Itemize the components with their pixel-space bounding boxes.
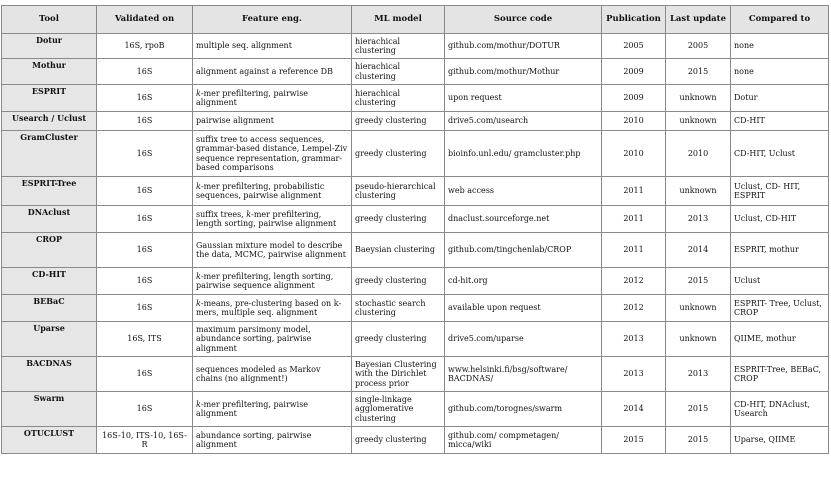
cell-feature-eng [193,392,352,427]
cell-publication: 2014 [602,392,666,427]
cell-tool: CD-HIT [2,268,97,295]
feature-text: abundance sorting, pairwise alignment [196,430,312,449]
cell-ml-model: Baeysian clustering [352,233,445,268]
cell-tool: Uparse [2,322,97,357]
cell-ml-model: hierachical clustering [352,85,445,112]
cell-source-code: cd-hit.org [445,268,602,295]
cell-feature-eng [193,295,352,322]
feature-text: multiple seq. alignment [196,41,292,51]
feature-text: maximum parsimony model, abundance sorting, pairwise alignment [196,324,312,353]
table-row [2,85,829,112]
cell-compared-to: Uclust, CD- HIT, ESPRIT [731,177,829,206]
feature-text: alignment against a reference DB [196,66,333,76]
header-row [2,6,829,34]
cell-source-code: dnaclust.sourceforge.net [445,206,602,233]
cell-feature-eng [193,233,352,268]
cell-last-update: 2005 [666,34,731,59]
cell-validated-on: 16S [97,295,193,322]
tools-table [1,5,829,454]
cell-source-code: github.com/mothur/DOTUR [445,34,602,59]
cell-publication: 2013 [602,322,666,357]
cell-ml-model: greedy clustering [352,322,445,357]
cell-source-code: github.com/torognes/swarm [445,392,602,427]
feature-prefix: suffix trees, [196,209,247,219]
cell-compared-to: ESPRIT- Tree, Uclust, CROP [731,295,829,322]
cell-feature-eng [193,322,352,357]
cell-feature-eng [193,131,352,177]
cell-compared-to: ESPRIT-Tree, BEBaC, CROP [731,357,829,392]
cell-publication: 2012 [602,295,666,322]
feature-italic-k: k [196,88,201,98]
cell-ml-model: greedy clustering [352,427,445,454]
feature-text: -mer prefiltering, length sorting, pairwise alignment [196,209,337,228]
cell-validated-on: 16S [97,357,193,392]
cell-ml-model: greedy clustering [352,206,445,233]
table-row [2,357,829,392]
cell-last-update: 2015 [666,392,731,427]
header-publication: Publication [602,6,666,34]
header-source-code: Source code [445,6,602,34]
cell-compared-to: Uparse, QIIME [731,427,829,454]
table-row [2,59,829,85]
cell-last-update: unknown [666,112,731,131]
cell-last-update: 2015 [666,59,731,85]
cell-publication: 2010 [602,131,666,177]
cell-validated-on: 16S [97,131,193,177]
cell-last-update: unknown [666,322,731,357]
header-feature-eng: Feature eng. [193,6,352,34]
cell-source-code: github.com/tingchenlab/CROP [445,233,602,268]
cell-publication: 2011 [602,206,666,233]
table-row [2,112,829,131]
cell-tool: OTUCLUST [2,427,97,454]
table-row [2,427,829,454]
cell-validated-on: 16S [97,233,193,268]
header-tool: Tool [2,6,97,34]
cell-ml-model: greedy clustering [352,268,445,295]
table-row [2,177,829,206]
header-compared-to: Compared to [731,6,829,34]
cell-last-update: 2013 [666,206,731,233]
cell-source-code: www.helsinki.fi/bsg/software/ BACDNAS/ [445,357,602,392]
feature-text: -mer prefiltering, pairwise alignment [196,88,309,107]
cell-source-code: available upon request [445,295,602,322]
cell-publication: 2013 [602,357,666,392]
cell-compared-to: none [731,34,829,59]
cell-ml-model: Bayesian Clustering with the Dirichlet process prior [352,357,445,392]
cell-source-code: bioinfo.unl.edu/ gramcluster.php [445,131,602,177]
feature-text: sequences modeled as Markov chains (no alignment!) [196,364,321,383]
cell-source-code: drive5.com/uparse [445,322,602,357]
cell-validated-on: 16S [97,177,193,206]
cell-last-update: 2010 [666,131,731,177]
cell-feature-eng [193,427,352,454]
cell-validated-on: 16S [97,112,193,131]
cell-tool: CROP [2,233,97,268]
table-row [2,295,829,322]
cell-publication: 2009 [602,59,666,85]
cell-source-code: drive5.com/usearch [445,112,602,131]
cell-tool: ESPRIT-Tree [2,177,97,206]
cell-ml-model: hierachical clustering [352,59,445,85]
cell-feature-eng [193,206,352,233]
table-row [2,322,829,357]
cell-compared-to: none [731,59,829,85]
cell-last-update: unknown [666,177,731,206]
cell-tool: GramCluster [2,131,97,177]
feature-text: -means, pre-clustering based on k-mers, multiple seq. alignment [196,298,342,317]
cell-publication: 2011 [602,177,666,206]
cell-ml-model: stochastic search clustering [352,295,445,322]
cell-validated-on: 16S [97,392,193,427]
cell-last-update: 2014 [666,233,731,268]
cell-tool: Dotur [2,34,97,59]
cell-compared-to: QIIME, mothur [731,322,829,357]
cell-feature-eng [193,112,352,131]
cell-validated-on: 16S-10, ITS-10, 16S-R [97,427,193,454]
table-row [2,392,829,427]
header-validated-on: Validated on [97,6,193,34]
feature-italic-k: k [196,399,201,409]
cell-compared-to: CD-HIT [731,112,829,131]
table-body [2,34,829,454]
cell-publication: 2010 [602,112,666,131]
feature-text: pairwise alignment [196,116,274,126]
feature-italic-k: k [246,209,252,219]
cell-source-code: upon request [445,85,602,112]
table-row [2,233,829,268]
cell-ml-model: single-linkage agglomerative clustering [352,392,445,427]
cell-ml-model: pseudo-hierarchical clustering [352,177,445,206]
cell-tool: Mothur [2,59,97,85]
feature-italic-k: k [196,298,201,308]
cell-publication: 2009 [602,85,666,112]
table-row [2,34,829,59]
cell-validated-on: 16S [97,85,193,112]
cell-validated-on: 16S, ITS [97,322,193,357]
header-ml-model: ML model [352,6,445,34]
cell-validated-on: 16S [97,268,193,295]
table-row [2,268,829,295]
cell-validated-on: 16S [97,206,193,233]
feature-italic-k: k [196,181,201,191]
feature-text: Gaussian mixture model to describe the data, MCMC, pairwise alignment [196,240,346,259]
table-row [2,131,829,177]
cell-tool: DNAclust [2,206,97,233]
cell-source-code: github.com/mothur/Mothur [445,59,602,85]
cell-compared-to: Dotur [731,85,829,112]
feature-text: -mer prefiltering, probabilistic sequences, pairwise alignment [196,181,325,200]
cell-compared-to: CD-HIT, DNAclust, Usearch [731,392,829,427]
cell-compared-to: CD-HIT, Uclust [731,131,829,177]
header-last-update: Last update [666,6,731,34]
cell-tool: BEBaC [2,295,97,322]
cell-publication: 2012 [602,268,666,295]
cell-tool: Usearch / Uclust [2,112,97,131]
cell-publication: 2015 [602,427,666,454]
cell-source-code: github.com/ compmetagen/ micca/wiki [445,427,602,454]
cell-last-update: 2013 [666,357,731,392]
cell-ml-model: greedy clustering [352,112,445,131]
table-row [2,206,829,233]
cell-compared-to: ESPRIT, mothur [731,233,829,268]
cell-validated-on: 16S, rpoB [97,34,193,59]
cell-ml-model: greedy clustering [352,131,445,177]
cell-feature-eng [193,34,352,59]
cell-compared-to: Uclust, CD-HIT [731,206,829,233]
cell-publication: 2005 [602,34,666,59]
feature-text: -mer prefiltering, length sorting, pairwise sequence alignment [196,271,334,290]
feature-text: suffix tree to access sequences, grammar-based distance, Lempel-Ziv sequence representation, grammar-based comparisons [196,134,348,172]
cell-feature-eng [193,177,352,206]
cell-tool: Swarm [2,392,97,427]
cell-publication: 2011 [602,233,666,268]
cell-last-update: unknown [666,85,731,112]
feature-italic-k: k [196,271,201,281]
cell-feature-eng [193,357,352,392]
cell-validated-on: 16S [97,59,193,85]
cell-compared-to: Uclust [731,268,829,295]
cell-last-update: 2015 [666,268,731,295]
cell-feature-eng [193,59,352,85]
cell-source-code: web access [445,177,602,206]
cell-feature-eng [193,85,352,112]
cell-tool: ESPRIT [2,85,97,112]
cell-last-update: 2015 [666,427,731,454]
cell-feature-eng [193,268,352,295]
feature-text: -mer prefiltering, pairwise alignment [196,399,309,418]
cell-tool: BACDNAS [2,357,97,392]
cell-ml-model: hierachical clustering [352,34,445,59]
cell-last-update: unknown [666,295,731,322]
